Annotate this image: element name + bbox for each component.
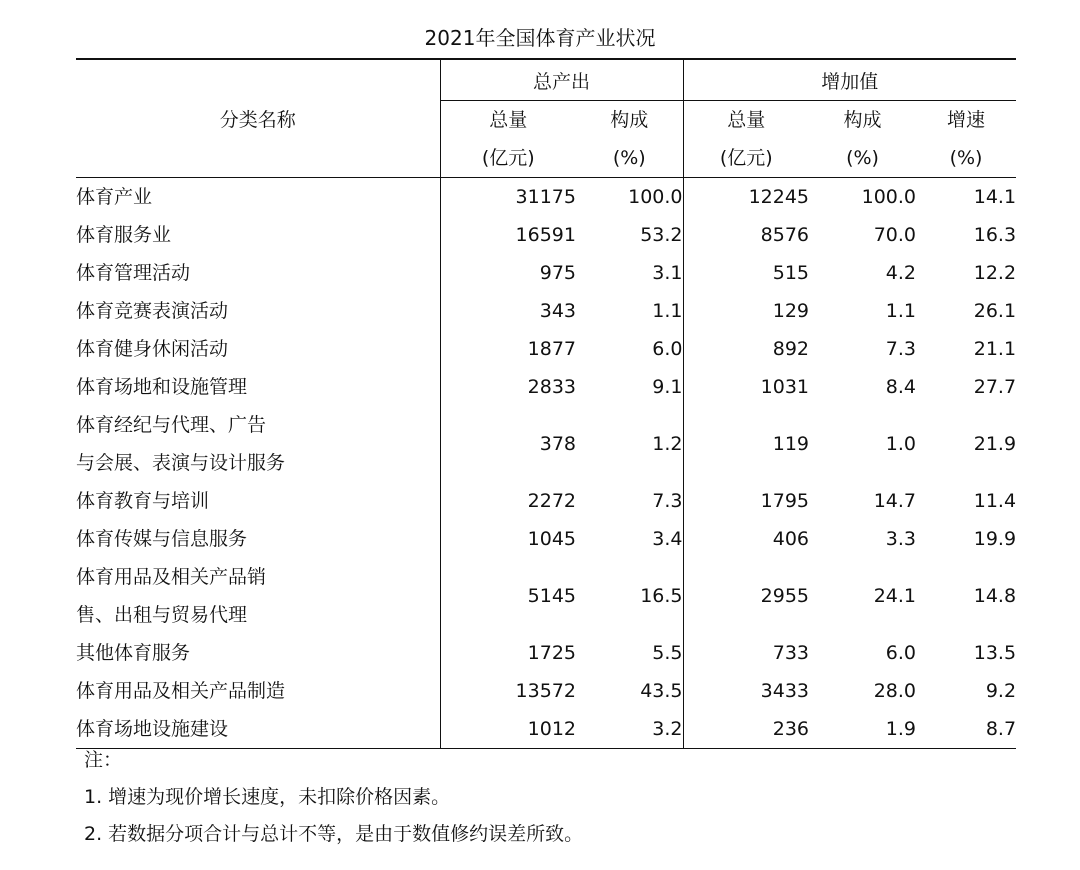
cell-output-share: 1.2 <box>576 406 683 482</box>
table-row <box>76 330 1016 368</box>
cell-value-share: 1.0 <box>885 433 917 455</box>
row-category-name <box>76 178 440 217</box>
industry-table <box>76 58 1016 749</box>
cell-output-share: 16.5 <box>576 558 683 634</box>
table-row <box>76 178 1016 217</box>
cell-value-total: 406 <box>772 528 810 550</box>
cell-value-total: 3433 <box>760 680 810 702</box>
cell-growth: 8.7 <box>916 710 1016 749</box>
row-category-name <box>76 368 440 406</box>
category-name-line: 体育经纪与代理、广告 <box>76 414 267 436</box>
header-added-value: 增加值 <box>683 59 1016 101</box>
cell-value-share: 3.3 <box>885 528 917 550</box>
category-name-line: 体育服务业 <box>76 224 172 246</box>
category-name-line: 体育产业 <box>76 186 153 208</box>
row-category-name <box>76 254 440 292</box>
cell-output-total: 378 <box>539 433 576 455</box>
cell-output-share: 9.1 <box>576 368 683 406</box>
header-output-total <box>440 101 576 178</box>
cell-value-share: 6.0 <box>885 642 917 664</box>
category-name-line: 体育管理活动 <box>76 262 191 284</box>
header-growth <box>916 101 1016 178</box>
table-row <box>76 368 1016 406</box>
row-category-name <box>76 292 440 330</box>
cell-value-share: 28.0 <box>873 680 917 702</box>
cell-value-share: 8.4 <box>885 376 917 398</box>
cell-value-total: 12245 <box>748 186 810 208</box>
table-row <box>76 634 1016 672</box>
note-item: 1. 增速为现价增长速度，未扣除价格因素。 <box>84 786 451 808</box>
header-value-total <box>683 101 809 178</box>
cell-output-share: 1.1 <box>576 292 683 330</box>
cell-value-share: 1.9 <box>809 710 916 749</box>
category-name-line: 体育竞赛表演活动 <box>76 300 229 322</box>
cell-output-total: 2272 <box>527 490 576 512</box>
category-name-line: 其他体育服务 <box>76 642 191 664</box>
header-unit: (亿元) <box>719 147 773 169</box>
cell-value-total: 2955 <box>760 585 810 607</box>
cell-value-share: 100.0 <box>861 186 917 208</box>
cell-output-share: 3.1 <box>576 254 683 292</box>
row-category-name <box>76 482 440 520</box>
table-title: 2021年全国体育产业状况 <box>424 26 656 50</box>
notes-heading: 注： <box>84 749 123 771</box>
cell-output-share: 5.5 <box>576 634 683 672</box>
cell-output-total: 31175 <box>515 186 576 208</box>
cell-value-share: 1.1 <box>885 300 917 322</box>
cell-value-total: 129 <box>772 300 810 322</box>
cell-output-total: 16591 <box>515 224 576 246</box>
table-row <box>76 558 1016 634</box>
row-category-name <box>76 558 440 634</box>
cell-value-share: 7.3 <box>885 338 917 360</box>
cell-growth: 11.4 <box>973 490 1017 512</box>
table-row <box>76 482 1016 520</box>
category-name-line: 体育用品及相关产品制造 <box>76 680 286 702</box>
cell-output-share: 100.0 <box>576 178 683 217</box>
cell-output-share: 3.2 <box>576 710 683 749</box>
note-item: 2. 若数据分项合计与总计不等，是由于数值修约误差所致。 <box>84 823 584 845</box>
category-name-line: 体育用品及相关产品销 <box>76 566 267 588</box>
cell-output-total: 1045 <box>527 528 576 550</box>
cell-output-total: 1877 <box>527 338 576 360</box>
cell-growth: 14.1 <box>973 186 1017 208</box>
row-category-name <box>76 520 440 558</box>
table-row <box>76 520 1016 558</box>
cell-value-total: 236 <box>683 710 809 749</box>
cell-value-total: 1795 <box>760 490 810 512</box>
header-unit: (%) <box>612 147 646 169</box>
header-output-share <box>576 101 683 178</box>
cell-value-share: 14.7 <box>873 490 917 512</box>
notes <box>84 742 583 853</box>
cell-value-share: 24.1 <box>873 585 917 607</box>
row-category-name <box>76 634 440 672</box>
category-name-line: 与会展、表演与设计服务 <box>76 452 286 474</box>
header-unit: (亿元) <box>481 147 535 169</box>
cell-output-share: 53.2 <box>576 216 683 254</box>
header-total-output: 总产出 <box>440 59 683 101</box>
cell-output-share: 6.0 <box>576 330 683 368</box>
cell-output-total: 975 <box>539 262 576 284</box>
cell-growth: 14.8 <box>973 585 1017 607</box>
header-label: 构成 <box>843 109 882 131</box>
cell-output-share: 7.3 <box>576 482 683 520</box>
header-value-share <box>809 101 916 178</box>
cell-growth: 26.1 <box>973 300 1017 322</box>
cell-growth: 9.2 <box>985 680 1017 702</box>
row-category-name <box>76 330 440 368</box>
cell-growth: 16.3 <box>973 224 1017 246</box>
category-name-line: 售、出租与贸易代理 <box>76 604 248 626</box>
cell-value-total: 733 <box>772 642 810 664</box>
cell-value-total: 515 <box>772 262 810 284</box>
cell-value-total: 1031 <box>760 376 810 398</box>
table-row <box>76 254 1016 292</box>
cell-growth: 12.2 <box>973 262 1017 284</box>
cell-output-share: 43.5 <box>576 672 683 710</box>
table-row <box>76 292 1016 330</box>
cell-growth: 27.7 <box>973 376 1017 398</box>
cell-growth: 21.9 <box>973 433 1017 455</box>
cell-output-total: 5145 <box>527 585 576 607</box>
category-name-line: 体育场地和设施管理 <box>76 376 248 398</box>
table-row <box>76 216 1016 254</box>
header-label: 增速 <box>947 109 986 131</box>
category-name-line: 体育场地设施建设 <box>76 718 229 740</box>
category-name-line: 体育传媒与信息服务 <box>76 528 248 550</box>
cell-value-total: 8576 <box>760 224 810 246</box>
header-unit: (%) <box>949 147 983 169</box>
table-body <box>76 178 1016 749</box>
cell-value-total: 892 <box>772 338 810 360</box>
table-row <box>76 672 1016 710</box>
cell-value-total: 119 <box>772 433 810 455</box>
row-category-name <box>76 216 440 254</box>
header-category: 分类名称 <box>76 59 440 178</box>
row-category-name <box>76 406 440 482</box>
cell-growth: 21.1 <box>973 338 1017 360</box>
cell-growth: 13.5 <box>973 642 1017 664</box>
category-name-line: 体育健身休闲活动 <box>76 338 229 360</box>
header-unit: (%) <box>846 147 879 169</box>
cell-output-total: 13572 <box>515 680 576 702</box>
cell-output-total: 2833 <box>527 376 576 398</box>
cell-growth: 19.9 <box>973 528 1017 550</box>
header-label: 总量 <box>727 109 766 131</box>
cell-value-share: 4.2 <box>885 262 917 284</box>
header-label: 总量 <box>489 109 528 131</box>
cell-output-total: 343 <box>539 300 576 322</box>
header-label: 构成 <box>610 109 649 131</box>
row-category-name <box>76 672 440 710</box>
cell-value-share: 70.0 <box>873 224 917 246</box>
table-row <box>76 406 1016 482</box>
cell-output-share: 3.4 <box>576 520 683 558</box>
category-name-line: 体育教育与培训 <box>76 490 210 512</box>
cell-output-total: 1725 <box>527 642 576 664</box>
cell-output-total: 1012 <box>440 710 576 749</box>
